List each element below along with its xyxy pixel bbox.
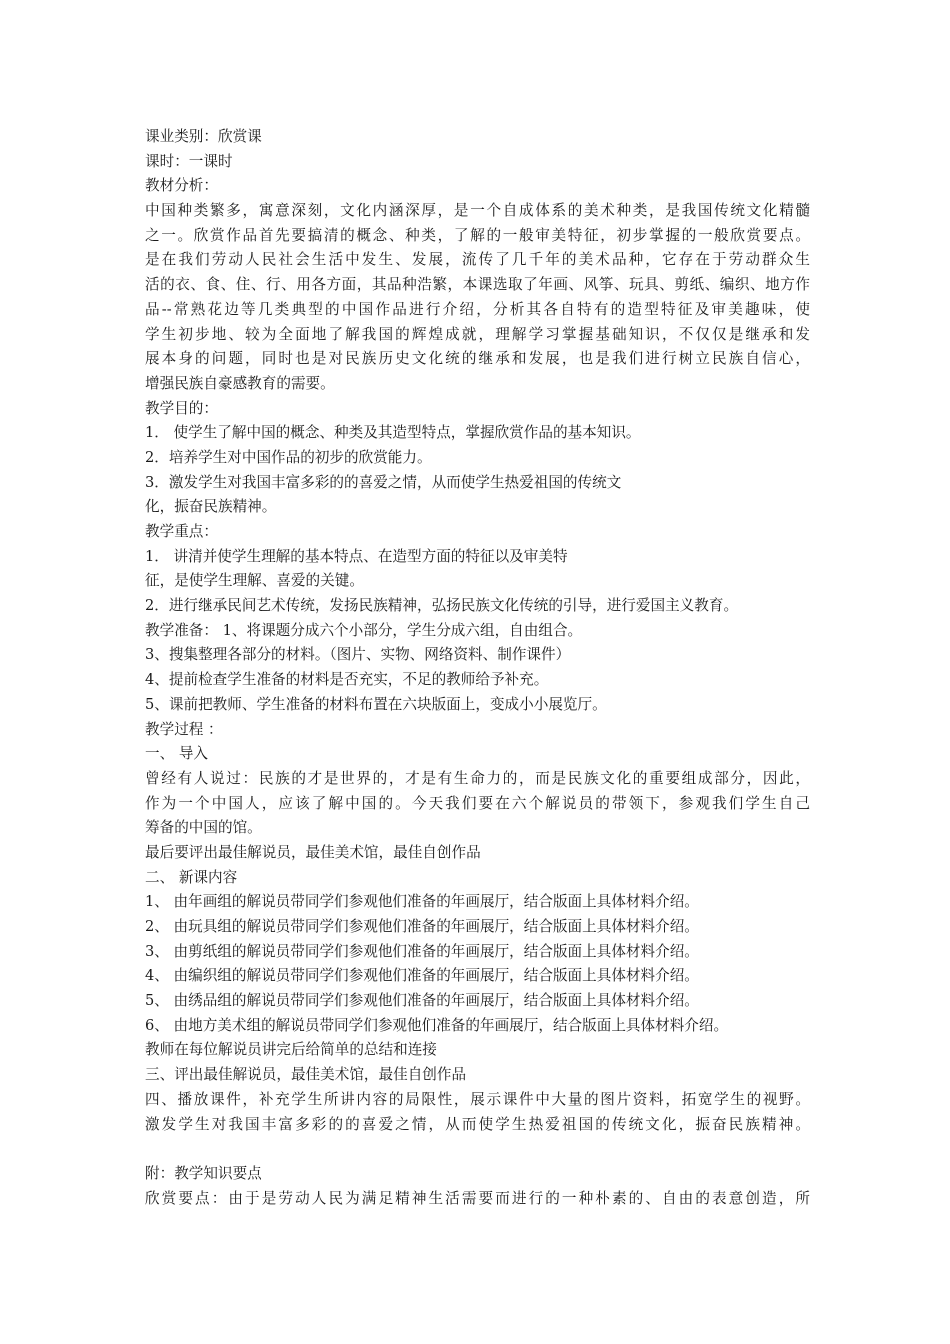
heading-material-analysis: 教材分析： bbox=[145, 177, 218, 195]
heading-teaching-focus: 教学重点： bbox=[145, 523, 218, 540]
paragraph-line: 激发学生对我国丰富多彩的的喜爱之情，从而使学生热爱祖国的传统文化，振奋民族精神。 bbox=[145, 1115, 810, 1133]
paragraph-line: 展本身的问题，同时也是对民族历史文化统的继承和发展，也是我们进行树立民族自信心， bbox=[145, 350, 810, 368]
paragraph-line: 四、播放课件，补充学生所讲内容的局限性，展示课件中大量的图片资料，拓宽学生的视野。 bbox=[145, 1090, 810, 1108]
list-item: 6、 由地方美术组的解说员带同学们参观他们准备的年画展厅，结合版面上具体材料介绍。 bbox=[145, 1016, 729, 1034]
paragraph-line: 筹备的中国的馆。 bbox=[145, 819, 262, 837]
blank-line bbox=[145, 1137, 810, 1162]
heading-teaching-preparation: 教学准备： 1、将课题分成六个小部分，学生分成六组，自由组合。 bbox=[145, 621, 583, 639]
paragraph-line: 作为一个中国人，应该了解中国的。今天我们要在六个解说员的带领下，参观我们学生自己 bbox=[145, 794, 810, 812]
paragraph-line: 是在我们劳动人民社会生活中发生、发展，流传了几千年的美术品种，它存在于劳动群众生 bbox=[145, 251, 810, 269]
list-item: 5、 由绣品组的解说员带同学们参观他们准备的年画展厅，结合版面上具体材料介绍。 bbox=[145, 992, 699, 1010]
list-item: 征，是使学生理解、喜爱的关键。 bbox=[145, 572, 364, 590]
list-item: 2．培养学生对中国作品的初步的欣赏能力。 bbox=[145, 448, 432, 466]
list-item: 1． 使学生了解中国的概念、种类及其造型特点，掌握欣赏作品的基本知识。 bbox=[145, 424, 641, 442]
section-heading: 一、 导入 bbox=[145, 745, 209, 763]
list-item: 化，振奋民族精神。 bbox=[145, 498, 277, 516]
list-item: 2、 由玩具组的解说员带同学们参观他们准备的年画展厅，结合版面上具体材料介绍。 bbox=[145, 918, 699, 935]
paragraph-line: 学生初步地、较为全面地了解我国的辉煌成就，理解学习掌握基础知识，不仅仅是继承和发 bbox=[145, 325, 810, 343]
list-item: 2．进行继承民间艺术传统，发扬民族精神，弘扬民族文化传统的引导，进行爱国主义教育。 bbox=[145, 597, 739, 615]
class-hours: 课时：一课时 bbox=[145, 152, 233, 170]
appendix-heading: 附：教学知识要点 bbox=[145, 1164, 262, 1182]
paragraph-line: 曾经有人说过：民族的才是世界的，才是有生命力的，而是民族文化的重要组成部分，因此， bbox=[145, 769, 810, 787]
paragraph-line: 最后要评出最佳解说员，最佳美术馆，最佳自创作品 bbox=[145, 843, 481, 861]
list-item: 3．激发学生对我国丰富多彩的的喜爱之情，从而使学生热爱祖国的传统文 bbox=[145, 473, 622, 491]
list-item: 3、搜集整理各部分的材料。（图片、实物、网络资料、制作课件） bbox=[145, 646, 571, 664]
section-heading: 三、评出最佳解说员，最佳美术馆，最佳自创作品 bbox=[145, 1066, 467, 1084]
course-type: 课业类别：欣赏课 bbox=[145, 128, 262, 145]
heading-teaching-process: 教学过程 ： bbox=[145, 720, 223, 738]
list-item: 1、 由年画组的解说员带同学们参观他们准备的年画展厅，结合版面上具体材料介绍。 bbox=[145, 893, 699, 911]
heading-teaching-goals: 教学目的： bbox=[145, 399, 218, 417]
paragraph-line: 中国种类繁多，寓意深刻，文化内涵深厚，是一个自成体系的美术种类，是我国传统文化精髓 bbox=[145, 202, 810, 220]
paragraph-line: 品--常熟花边等几类典型的中国作品进行介绍，分析其各自特有的造型特征及审美趣味，使 bbox=[145, 300, 810, 318]
paragraph-line: 活的衣、食、住、行、用各方面，其品种浩繁，本课选取了年画、风筝、玩具、剪纸、编织、地方作 bbox=[145, 276, 810, 294]
paragraph-line: 之一。欣赏作品首先要搞清的概念、种类，了解的一般审美特征，初步掌握的一般欣赏要点。 bbox=[145, 226, 810, 244]
document-body bbox=[145, 125, 810, 1211]
list-item: 4、 由编织组的解说员带同学们参观他们准备的年画展厅，结合版面上具体材料介绍。 bbox=[145, 967, 699, 985]
list-item: 4、提前检查学生准备的材料是否充实，不足的教师给予补充。 bbox=[145, 671, 549, 689]
paragraph-line: 教师在每位解说员讲完后给简单的总结和连接 bbox=[145, 1041, 437, 1059]
paragraph-line: 欣赏要点：由于是劳动人民为满足精神生活需要而进行的一种朴素的、自由的表意创造，所 bbox=[145, 1189, 810, 1207]
paragraph-line: 增强民族自豪感教育的需要。 bbox=[145, 374, 335, 392]
list-item: 1． 讲清并使学生理解的基本特点、在造型方面的特征以及审美特 bbox=[145, 547, 568, 565]
list-item: 3、 由剪纸组的解说员带同学们参观他们准备的年画展厅，结合版面上具体材料介绍。 bbox=[145, 942, 699, 960]
section-heading: 二、 新课内容 bbox=[145, 868, 238, 886]
list-item: 5、课前把教师、学生准备的材料布置在六块版面上，变成小小展览厅。 bbox=[145, 695, 607, 713]
